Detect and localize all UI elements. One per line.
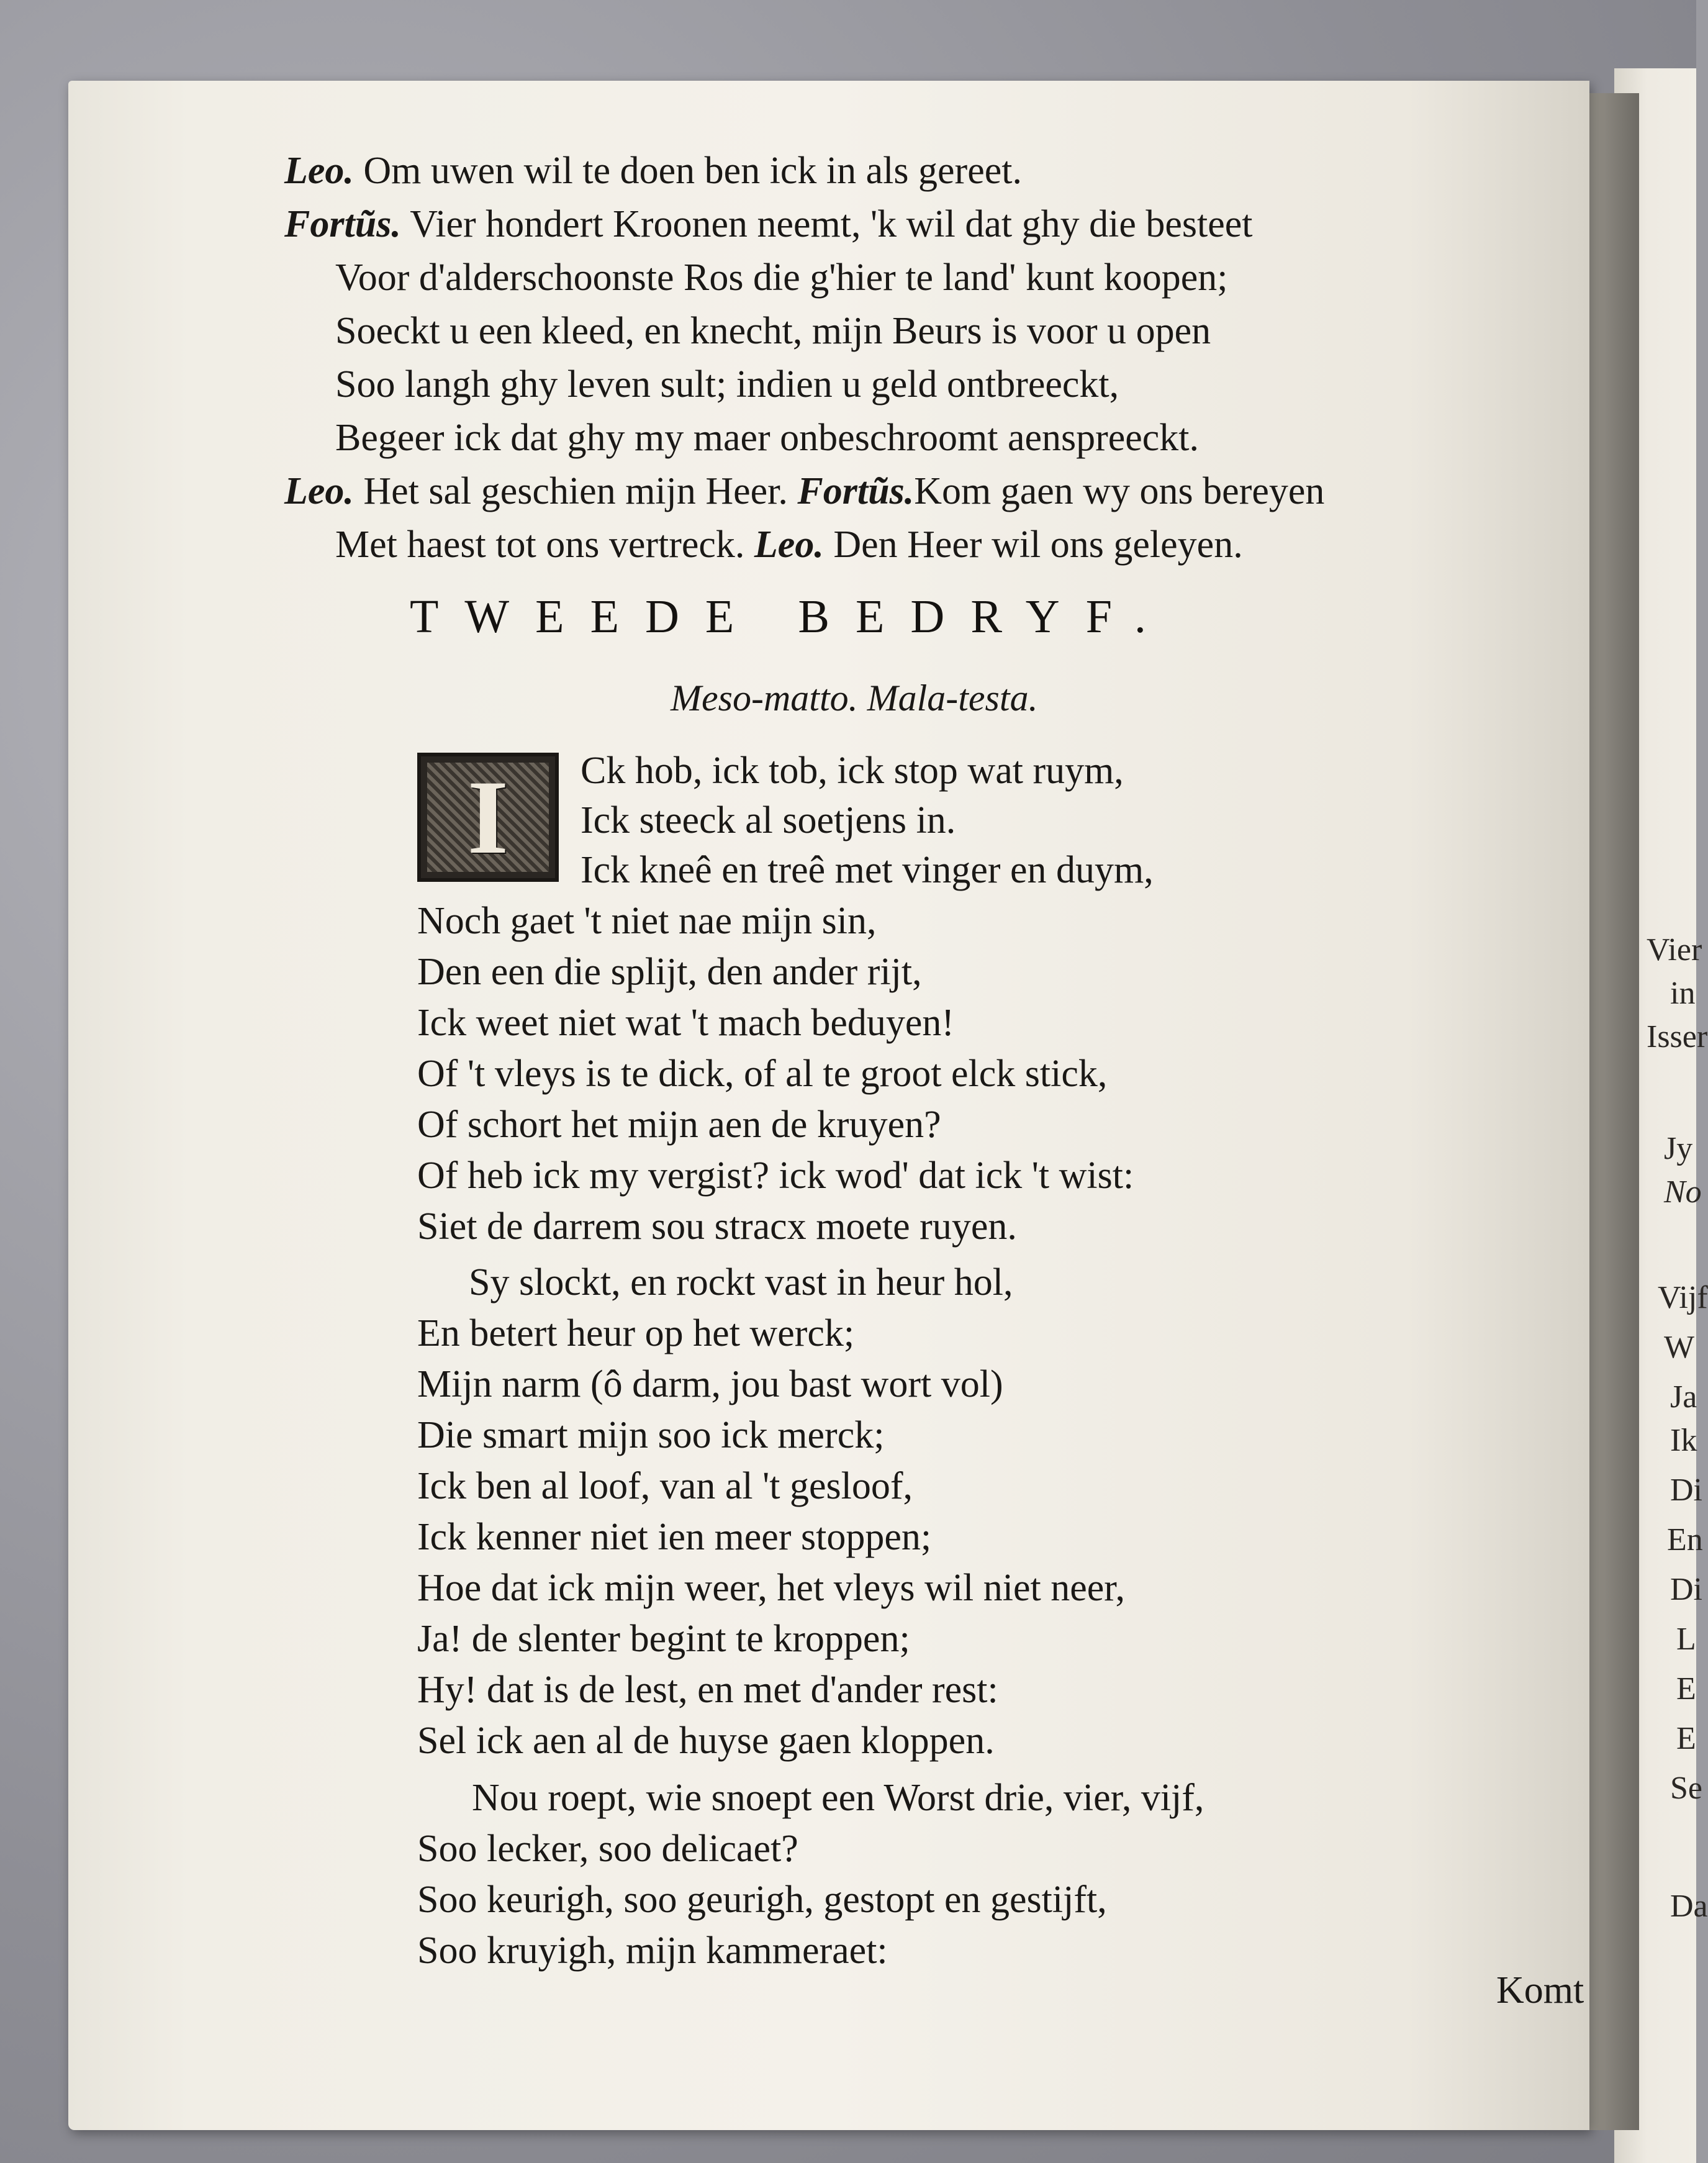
- facing-page-fragment: Ja: [1670, 1379, 1697, 1415]
- verse-line: Mijn narm (ô darm, jou bast wort vol): [417, 1363, 1003, 1405]
- facing-page-fragment: Di: [1670, 1572, 1702, 1607]
- verse-line: Hoe dat ick mijn weer, het vleys wil niet neer,: [417, 1567, 1125, 1609]
- line-text: Soo langh ghy leven sult; indien u geld ontbreeckt,: [335, 363, 1119, 406]
- verse-line: Of heb ick my vergist? ick wod' dat ick 't wist:: [417, 1154, 1134, 1197]
- verse-line: Noch gaet 't niet nae mijn sin,: [417, 900, 877, 942]
- facing-page-fragment: Jy: [1664, 1131, 1693, 1166]
- speaker-label: Fortũs.: [797, 470, 915, 512]
- verse-line: Of 't vleys is te dick, of al te groot elck stick,: [417, 1053, 1108, 1095]
- facing-page-fragment: W: [1664, 1330, 1695, 1365]
- scene-persons: Meso-matto. Mala-testa.: [671, 678, 1038, 719]
- verse-line: Of schort het mijn aen de kruyen?: [417, 1104, 941, 1146]
- verse-line: Hy! dat is de lest, en met d'ander rest:: [417, 1669, 998, 1711]
- facing-page-fragment: L: [1676, 1621, 1696, 1657]
- dialogue-line: [335, 363, 1119, 406]
- dialogue-line: [335, 256, 1227, 299]
- facing-page-fragment: Da: [1670, 1889, 1708, 1924]
- line-text: Met haest tot ons vertreck.: [335, 524, 754, 566]
- facing-page-fragment: No: [1664, 1174, 1702, 1210]
- verse-line: Ick steeck al soetjens in.: [581, 799, 956, 841]
- facing-page-fragment: En: [1667, 1522, 1703, 1558]
- verse-line: Die smart mijn soo ick merck;: [417, 1414, 885, 1456]
- line-text: Vier hondert Kroonen neemt, 'k wil dat ghy die besteet: [400, 203, 1253, 245]
- verse-line: Ick kneê en treê met vinger en duym,: [581, 849, 1154, 891]
- act-heading: TWEEDE BEDRYF.: [410, 591, 1172, 643]
- drop-initial-letter: I: [467, 759, 509, 876]
- line-text: Voor d'alderschoonste Ros die g'hier te land' kunt koopen;: [335, 256, 1228, 299]
- facing-page-fragment: E: [1676, 1721, 1696, 1756]
- facing-page-fragment: Di: [1670, 1472, 1702, 1508]
- speaker-label: Fortũs.: [284, 203, 401, 245]
- facing-page-fragment: E: [1676, 1671, 1696, 1707]
- ornament-frame: [427, 759, 549, 876]
- dialogue-line: [284, 149, 1022, 193]
- facing-page-fragment: Vier: [1647, 932, 1702, 968]
- line-text: Soeckt u een kleed, en knecht, mijn Beurs is voor u open: [335, 310, 1211, 352]
- verse-line: Ja! de slenter begint te kroppen;: [417, 1618, 910, 1660]
- verse-line: Ick weet niet wat 't mach beduyen!: [417, 1002, 955, 1044]
- line-text: Den Heer wil ons geleyen.: [823, 524, 1243, 566]
- facing-page-fragment: Se: [1670, 1771, 1702, 1806]
- speaker-label: Leo.: [754, 524, 824, 566]
- facing-page-fragment: in: [1670, 976, 1696, 1011]
- verse-line: Sel ick aen al de huyse gaen kloppen.: [417, 1720, 995, 1762]
- verse-line: En betert heur op het werck;: [417, 1312, 855, 1354]
- speaker-label: Leo.: [284, 150, 354, 192]
- verse-line: Ck hob, ick tob, ick stop wat ruym,: [581, 750, 1124, 792]
- dialogue-line: [284, 469, 1324, 513]
- verse-line: Sy slockt, en rockt vast in heur hol,: [469, 1261, 1013, 1304]
- line-text: Het sal geschien mijn Heer.: [353, 470, 798, 512]
- verse-line: Soo lecker, soo delicaet?: [417, 1828, 798, 1870]
- facing-page-fragment: Ik: [1670, 1423, 1697, 1458]
- verse-line: Soo keurigh, soo geurigh, gestopt en gestijft,: [417, 1879, 1107, 1921]
- dialogue-line: [335, 416, 1199, 460]
- verse-line: Soo kruyigh, mijn kammeraet:: [417, 1929, 888, 1972]
- verse-line: Ick ben al loof, van al 't gesloof,: [417, 1465, 913, 1507]
- speaker-label: Leo.: [284, 470, 354, 512]
- drop-initial-ornament: [417, 753, 559, 882]
- line-text: Kom gaen wy ons bereyen: [914, 470, 1325, 512]
- verse-line: Ick kenner niet ien meer stoppen;: [417, 1516, 932, 1558]
- verse-line: Den een die splijt, den ander rijt,: [417, 951, 922, 993]
- verse-line: Nou roept, wie snoept een Worst drie, vier, vijf,: [472, 1777, 1204, 1819]
- catchword: Komt: [1496, 1969, 1584, 2011]
- verse-line: Siet de darrem sou stracx moete ruyen.: [417, 1205, 1017, 1248]
- dialogue-line: [284, 202, 1253, 246]
- line-text: Begeer ick dat ghy my maer onbeschroomt aenspreeckt.: [335, 417, 1200, 459]
- line-text: Om uwen wil te doen ben ick in als gereet.: [353, 150, 1022, 192]
- dialogue-line: [335, 309, 1211, 353]
- dialogue-line: [335, 523, 1243, 566]
- facing-page-fragment: Isser: [1647, 1019, 1708, 1054]
- facing-page-fragment: Vijf: [1658, 1280, 1708, 1315]
